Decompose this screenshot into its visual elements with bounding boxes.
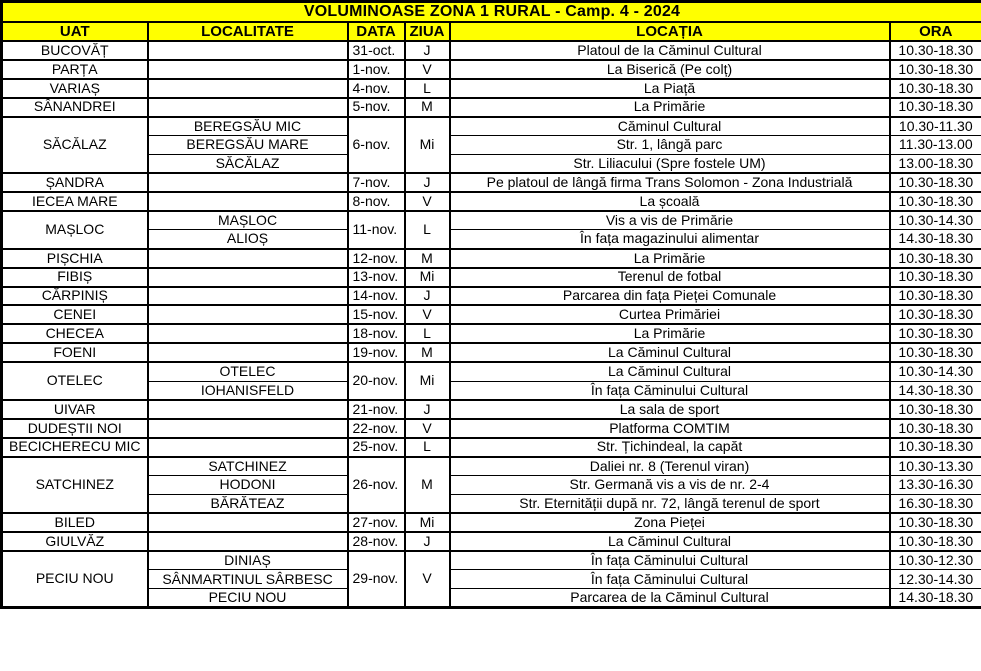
date-cell: 27-nov. [348,513,405,532]
time-cell: 10.30-18.30 [890,60,981,79]
time-cell: 10.30-18.30 [890,532,981,551]
localitate-cell [148,79,348,98]
location-cell: Str. Liliacului (Spre fostele UM) [450,154,890,173]
location-cell: La sala de sport [450,400,890,419]
location-cell: Pe platoul de lângă firma Trans Solomon - Zona Industrială [450,173,890,192]
date-cell: 12-nov. [348,249,405,268]
localitate-cell: BĂRĂTEAZ [148,494,348,513]
table-row [2,400,981,419]
localitate-cell: DINIAȘ [148,551,348,570]
table-row [2,589,981,608]
time-cell: 14.30-18.30 [890,381,981,400]
uat-cell: DUDEȘTII NOI [2,419,148,438]
time-cell: 10.30-12.30 [890,551,981,570]
location-cell: Parcarea din fața Pieței Comunale [450,287,890,306]
day-cell: J [405,400,450,419]
uat-cell: CHECEA [2,324,148,343]
table-row [2,419,981,438]
day-cell: M [405,343,450,362]
date-cell: 7-nov. [348,173,405,192]
time-cell: 10.30-18.30 [890,400,981,419]
table-row [2,135,981,154]
time-cell: 10.30-18.30 [890,305,981,324]
location-cell: Căminul Cultural [450,117,890,136]
uat-cell: VARIAȘ [2,79,148,98]
table-title: VOLUMINOASE ZONA 1 RURAL - Camp. 4 - 2024 [2,2,981,23]
localitate-cell [148,60,348,79]
uat-cell: UIVAR [2,400,148,419]
date-cell: 19-nov. [348,343,405,362]
day-cell: V [405,419,450,438]
date-cell: 13-nov. [348,268,405,287]
uat-cell: OTELEC [2,362,148,400]
location-cell: Daliei nr. 8 (Terenul viran) [450,457,890,476]
location-cell: Str. Țichindeal, la capăt [450,438,890,457]
table-row [2,192,981,211]
day-cell: L [405,438,450,457]
table-row [2,230,981,249]
column-header-data: DATA [348,22,405,41]
date-cell: 4-nov. [348,79,405,98]
title-row [2,2,981,23]
time-cell: 10.30-14.30 [890,211,981,230]
time-cell: 11.30-13.00 [890,135,981,154]
uat-cell: BECICHERECU MIC [2,438,148,457]
time-cell: 13.30-16.30 [890,475,981,494]
location-cell: Platoul de la Căminul Cultural [450,41,890,60]
table-row [2,98,981,117]
date-cell: 15-nov. [348,305,405,324]
date-cell: 6-nov. [348,117,405,174]
table-row [2,475,981,494]
day-cell: J [405,41,450,60]
time-cell: 16.30-18.30 [890,494,981,513]
table-row [2,362,981,381]
day-cell: V [405,305,450,324]
table-row [2,532,981,551]
localitate-cell: SÂNMARTINUL SÂRBESC [148,570,348,589]
table-row [2,381,981,400]
table-row [2,551,981,570]
day-cell: L [405,211,450,249]
table-row [2,457,981,476]
column-header-localitate: LOCALITATE [148,22,348,41]
uat-cell: BILED [2,513,148,532]
time-cell: 10.30-18.30 [890,324,981,343]
day-cell: Mi [405,513,450,532]
location-cell: Zona Pieței [450,513,890,532]
uat-cell: CENEI [2,305,148,324]
day-cell: V [405,60,450,79]
uat-cell: PIȘCHIA [2,249,148,268]
localitate-cell: BEREGSĂU MIC [148,117,348,136]
day-cell: V [405,551,450,608]
localitate-cell [148,400,348,419]
uat-cell: ȘANDRA [2,173,148,192]
localitate-cell: MAȘLOC [148,211,348,230]
location-cell: Curtea Primăriei [450,305,890,324]
date-cell: 11-nov. [348,211,405,249]
localitate-cell [148,419,348,438]
date-cell: 22-nov. [348,419,405,438]
location-cell: Str. Eternității după nr. 72, lângă terenul de sport [450,494,890,513]
date-cell: 28-nov. [348,532,405,551]
time-cell: 10.30-18.30 [890,98,981,117]
table-row [2,60,981,79]
uat-cell: FIBIȘ [2,268,148,287]
uat-cell: PARȚA [2,60,148,79]
table-row [2,494,981,513]
date-cell: 8-nov. [348,192,405,211]
table-row [2,41,981,60]
day-cell: M [405,457,450,514]
table-row [2,570,981,589]
localitate-cell [148,532,348,551]
localitate-cell [148,173,348,192]
localitate-cell: IOHANISFELD [148,381,348,400]
date-cell: 20-nov. [348,362,405,400]
time-cell: 10.30-13.30 [890,457,981,476]
location-cell: În fața Căminului Cultural [450,551,890,570]
uat-cell: CĂRPINIȘ [2,287,148,306]
header-row [2,22,981,41]
time-cell: 10.30-18.30 [890,173,981,192]
day-cell: Mi [405,117,450,174]
date-cell: 31-oct. [348,41,405,60]
time-cell: 10.30-18.30 [890,438,981,457]
localitate-cell [148,98,348,117]
day-cell: M [405,249,450,268]
schedule-body [2,41,981,608]
time-cell: 14.30-18.30 [890,589,981,608]
table-row [2,249,981,268]
day-cell: J [405,173,450,192]
time-cell: 10.30-18.30 [890,79,981,98]
localitate-cell [148,41,348,60]
date-cell: 5-nov. [348,98,405,117]
day-cell: Mi [405,362,450,400]
uat-cell: BUCOVĂȚ [2,41,148,60]
location-cell: La școală [450,192,890,211]
uat-cell: MAȘLOC [2,211,148,249]
column-header-ora: ORA [890,22,981,41]
uat-cell: GIULVĂZ [2,532,148,551]
time-cell: 10.30-18.30 [890,41,981,60]
location-cell: Vis a vis de Primărie [450,211,890,230]
table-row [2,513,981,532]
date-cell: 21-nov. [348,400,405,419]
localitate-cell: PECIU NOU [148,589,348,608]
localitate-cell: BEREGSĂU MARE [148,135,348,154]
table-row [2,287,981,306]
table-row [2,154,981,173]
localitate-cell [148,324,348,343]
localitate-cell [148,343,348,362]
localitate-cell: OTELEC [148,362,348,381]
date-cell: 1-nov. [348,60,405,79]
time-cell: 10.30-18.30 [890,513,981,532]
localitate-cell: SĂCĂLAZ [148,154,348,173]
time-cell: 10.30-18.30 [890,268,981,287]
day-cell: Mi [405,268,450,287]
date-cell: 25-nov. [348,438,405,457]
location-cell: Str. 1, lângă parc [450,135,890,154]
time-cell: 10.30-14.30 [890,362,981,381]
location-cell: Str. Germană vis a vis de nr. 2-4 [450,475,890,494]
time-cell: 10.30-11.30 [890,117,981,136]
localitate-cell: SATCHINEZ [148,457,348,476]
date-cell: 29-nov. [348,551,405,608]
time-cell: 10.30-18.30 [890,192,981,211]
time-cell: 10.30-18.30 [890,287,981,306]
location-cell: La Căminul Cultural [450,532,890,551]
location-cell: La Căminul Cultural [450,362,890,381]
localitate-cell: HODONI [148,475,348,494]
day-cell: J [405,532,450,551]
time-cell: 13.00-18.30 [890,154,981,173]
location-cell: La Biserică (Pe colț) [450,60,890,79]
location-cell: La Primărie [450,324,890,343]
time-cell: 10.30-18.30 [890,343,981,362]
localitate-cell: ALIOȘ [148,230,348,249]
date-cell: 18-nov. [348,324,405,343]
table-row [2,79,981,98]
uat-cell: PECIU NOU [2,551,148,608]
day-cell: V [405,192,450,211]
localitate-cell [148,305,348,324]
location-cell: Terenul de fotbal [450,268,890,287]
location-cell: Parcarea de la Căminul Cultural [450,589,890,608]
time-cell: 10.30-18.30 [890,249,981,268]
location-cell: În fața Căminului Cultural [450,570,890,589]
location-cell: În fața Căminului Cultural [450,381,890,400]
localitate-cell [148,268,348,287]
table-row [2,438,981,457]
localitate-cell [148,287,348,306]
time-cell: 14.30-18.30 [890,230,981,249]
uat-cell: FOENI [2,343,148,362]
table-row [2,268,981,287]
location-cell: În fața magazinului alimentar [450,230,890,249]
table-row [2,305,981,324]
location-cell: Platforma COMTIM [450,419,890,438]
table-row [2,173,981,192]
table-row [2,117,981,136]
column-header-ziua: ZIUA [405,22,450,41]
uat-cell: IECEA MARE [2,192,148,211]
localitate-cell [148,192,348,211]
table-row [2,211,981,230]
time-cell: 10.30-18.30 [890,419,981,438]
location-cell: La Căminul Cultural [450,343,890,362]
column-header-locatia: LOCAȚIA [450,22,890,41]
location-cell: La Piață [450,79,890,98]
day-cell: M [405,98,450,117]
localitate-cell [148,438,348,457]
column-header-uat: UAT [2,22,148,41]
day-cell: L [405,324,450,343]
table-row [2,343,981,362]
location-cell: La Primărie [450,249,890,268]
table-row [2,324,981,343]
day-cell: J [405,287,450,306]
location-cell: La Primărie [450,98,890,117]
uat-cell: SATCHINEZ [2,457,148,514]
date-cell: 14-nov. [348,287,405,306]
date-cell: 26-nov. [348,457,405,514]
uat-cell: SĂCĂLAZ [2,117,148,174]
localitate-cell [148,513,348,532]
day-cell: L [405,79,450,98]
localitate-cell [148,249,348,268]
time-cell: 12.30-14.30 [890,570,981,589]
uat-cell: SÂNANDREI [2,98,148,117]
